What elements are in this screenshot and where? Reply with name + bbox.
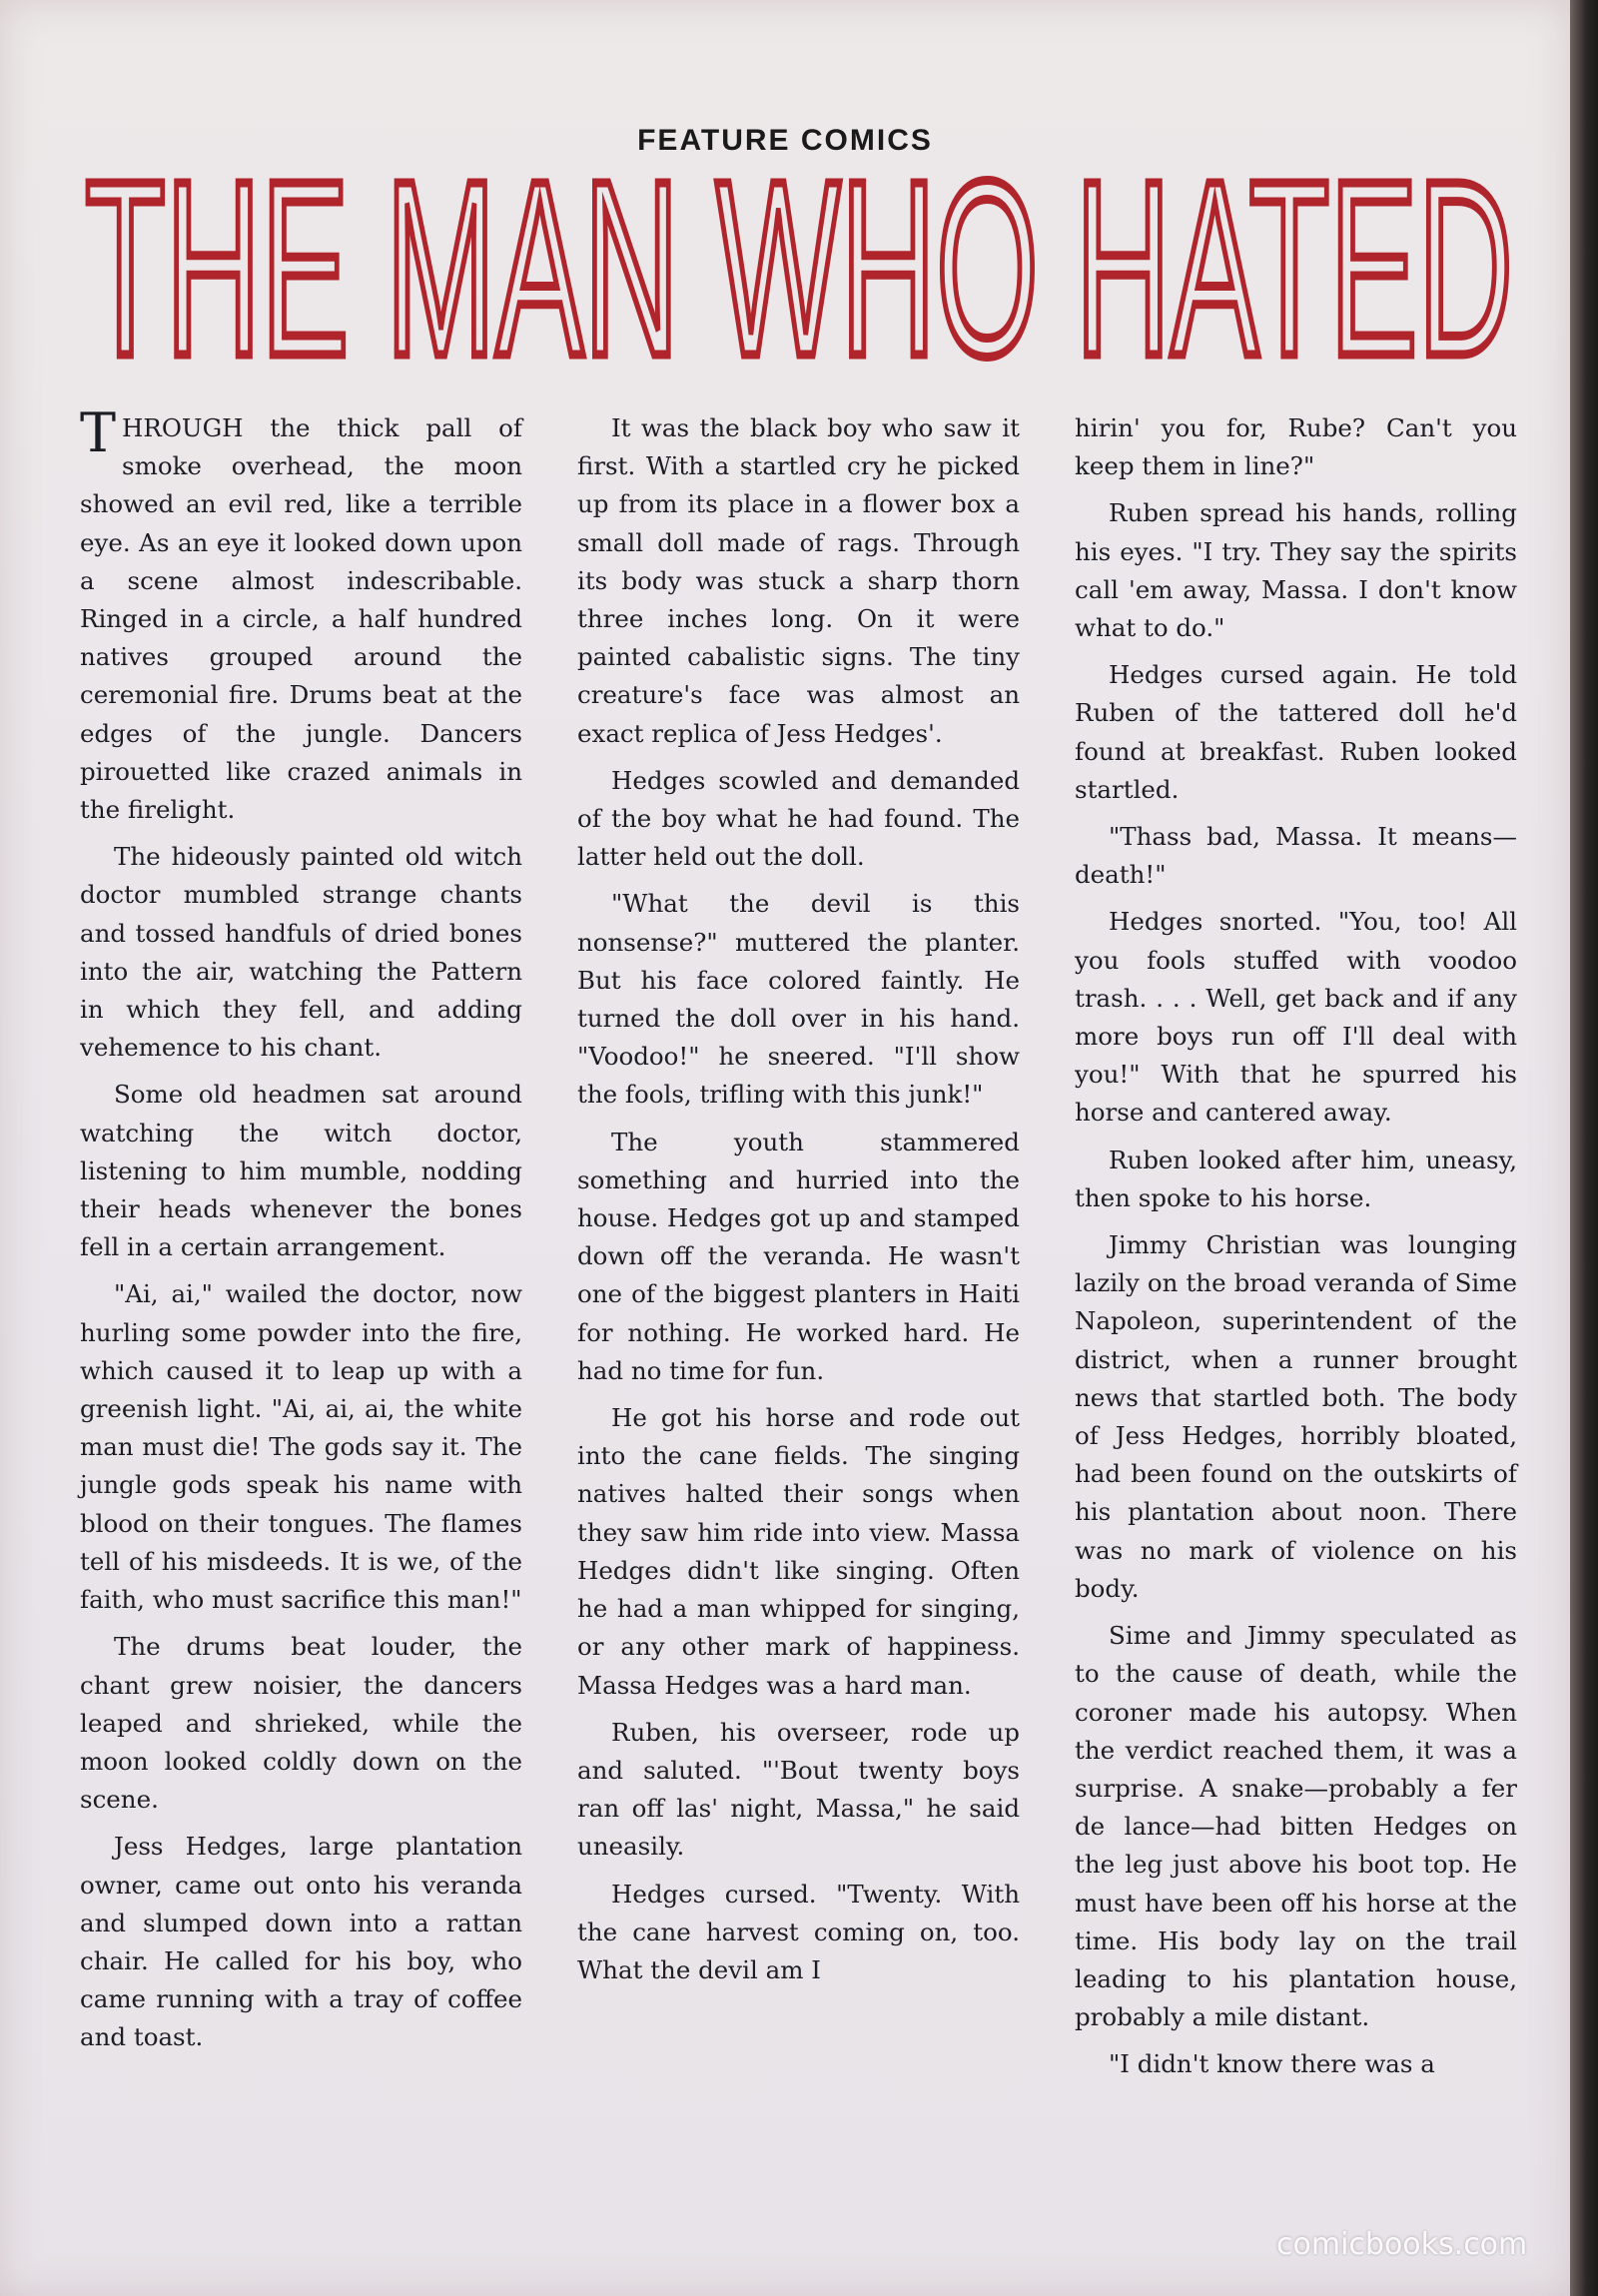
paragraph — [1075, 1617, 1517, 2036]
paragraph-text: Ruben looked after him, uneasy, then spoke to his horse. — [1075, 1145, 1517, 1212]
drop-cap: T — [80, 401, 117, 464]
paragraph — [577, 1399, 1020, 1705]
paragraph — [80, 1828, 522, 2056]
paragraph — [1075, 656, 1517, 809]
paragraph-text: Hedges snorted. "You, too! All you fools stuffed with voodoo trash. . . . Well, get back and if any more boys run off I'll deal with you!" With that he spurred his horse and cantered away. — [1075, 907, 1517, 1128]
page-spine-edge — [1570, 0, 1598, 2296]
paragraph — [1075, 409, 1517, 485]
paragraph-text: "Thass bad, Massa. It means—death!" — [1075, 822, 1517, 890]
paragraph-text: Hedges cursed. "Twenty. With the cane harvest coming on, too. What the devil am I — [577, 1879, 1020, 1984]
paragraph-text: The hideously painted old witch doctor mumbled strange chants and tossed handfuls of dried bones into the air, watching the Pattern in which they fell, and adding vehemence to his chant. — [80, 842, 522, 1063]
paragraph-text: HROUGH the thick pall of smoke overhead, the moon showed an evil red, like a terrible eye. As an eye it looked down upon a scene almost indescribable. Ringed in a circle, a half hundred natives grouped around the ceremonial fire. Drums beat at the edges of the jungle. Dancers pirouetted like crazed animals in the firelight. — [80, 413, 522, 825]
paragraph — [1075, 1226, 1517, 1608]
paragraph-text: He got his horse and rode out into the cane fields. The singing natives halted their songs when they saw him ride into view. Massa Hedges didn't like singing. Often he had a man whipped for singing, or any other mark of happiness. Massa Hedges was a hard man. — [577, 1403, 1020, 1700]
story-title — [80, 130, 1518, 389]
column-1 — [80, 401, 522, 2187]
paragraph — [577, 885, 1020, 1114]
paragraph — [80, 1275, 522, 1619]
paragraph — [577, 1124, 1020, 1390]
paragraph-text: Jimmy Christian was lounging lazily on the broad veranda of Sime Napoleon, superintendent of the district, when a runner brought news that startled both. The body of Jess Hedges, horribly bloated, had been found on the outskirts of his plantation about noon. There was no mark of violence on his body. — [1075, 1230, 1517, 1603]
series-label: FEATURE COMICS — [637, 124, 933, 157]
watermark: comicbooks.com — [1276, 2227, 1528, 2262]
paragraph — [1075, 818, 1517, 894]
paragraph-text: Jess Hedges, large plantation owner, came out onto his veranda and slumped down into a rattan chair. He called for his boy, who came running with a tray of coffee and toast. — [80, 1832, 522, 2052]
paragraph-text: "I didn't know there was a — [1109, 2049, 1435, 2079]
column-3 — [1075, 409, 1517, 2187]
article-body — [80, 401, 1518, 2187]
paragraph-text: Ruben, his overseer, rode up and saluted. "'Bout twenty boys ran off las' night, Massa," he said uneasily. — [577, 1717, 1020, 1862]
paragraph-text: Some old headmen sat around watching the witch doctor, listening to him mumble, nodding their heads whenever the bones fell in a certain arrangement. — [80, 1080, 522, 1262]
paragraph-text: Ruben spread his hands, rolling his eyes. "I try. They say the spirits call 'em away, Massa. I don't know what to do." — [1075, 498, 1517, 643]
paragraph — [80, 1628, 522, 1819]
paragraph — [1075, 1142, 1517, 1217]
paragraph-text: Sime and Jimmy speculated as to the cause of death, while the coroner made his autopsy. When the verdict reached them, it was a surprise. A snake—probably a fer de lance—had bitten Hedges on the leg just above his boot top. He must have been off his horse at the time. His body lay on the trail leading to his plantation house, probably a mile distant. — [1075, 1621, 1517, 2032]
paragraph — [577, 1876, 1020, 1990]
paragraph — [577, 409, 1020, 753]
column-2 — [577, 409, 1020, 2187]
paragraph — [80, 1076, 522, 1266]
paragraph — [80, 401, 522, 829]
paragraph-text: It was the black boy who saw it first. With a startled cry he picked up from its place in a flower box a small doll made of rags. Through its body was stuck a sharp thorn three inches long. On it were painted cabalistic signs. The tiny creature's face was almost an exact replica of Jess Hedges'. — [577, 413, 1020, 748]
paragraph — [1075, 494, 1517, 647]
paragraph-text: hirin' you for, Rube? Can't you keep them in line?" — [1075, 413, 1517, 481]
paragraph — [1075, 2045, 1517, 2083]
story-title-text: THE MAN WHO HATED — [85, 130, 1513, 389]
paragraph-text: "Ai, ai," wailed the doctor, now hurling some powder into the fire, which caused it to leap up with a greenish light. "Ai, ai, ai, the white man must die! The gods say it. The jungle gods speak his name with blood on their tongues. The flames tell of his misdeeds. It is we, of the faith, who must sacrifice this man!" — [80, 1279, 522, 1615]
paragraph-text: Hedges scowled and demanded of the boy what he had found. The latter held out the doll. — [577, 765, 1020, 872]
paragraph — [577, 762, 1020, 877]
paragraph — [577, 1714, 1020, 1867]
paragraph — [80, 838, 522, 1067]
paragraph-text: The youth stammered something and hurried into the house. Hedges got up and stamped down off the veranda. He wasn't one of the biggest planters in Haiti for nothing. He worked hard. He had no time for fun. — [577, 1127, 1020, 1385]
paragraph-text: Hedges cursed again. He told Ruben of the tattered doll he'd found at breakfast. Ruben looked startled. — [1075, 660, 1517, 804]
paragraph — [1075, 903, 1517, 1132]
paragraph-text: "What the devil is this nonsense?" muttered the planter. But his face colored faintly. He turned the doll over in his hand. "Voodoo!" he sneered. "I'll show the fools, trifling with this junk!" — [577, 889, 1020, 1110]
paragraph-text: The drums beat louder, the chant grew noisier, the dancers leaped and shrieked, while the moon looked coldly down on the scene. — [80, 1632, 522, 1815]
